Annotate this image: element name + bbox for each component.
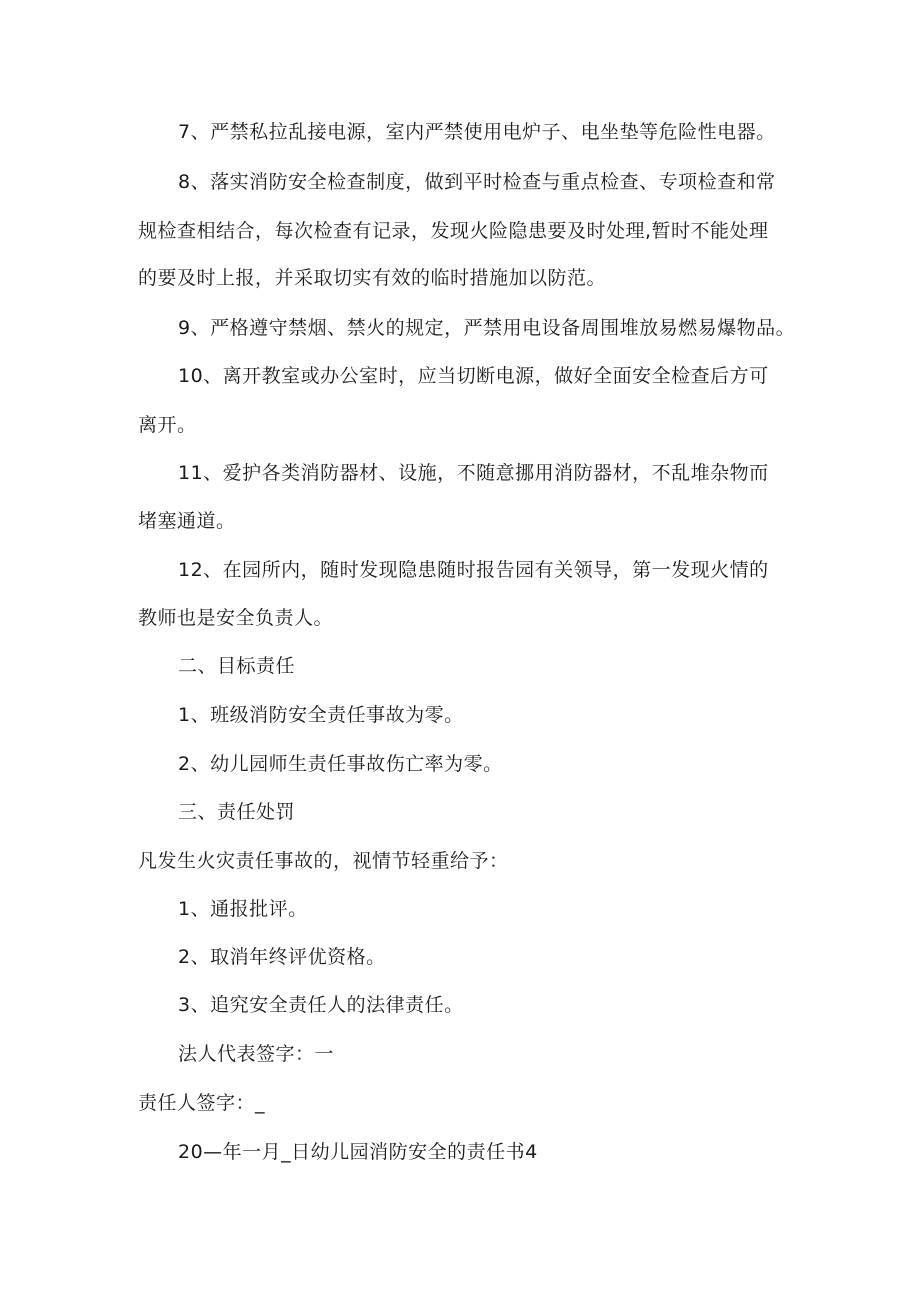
rule-8-text-line-1: 8、落实消防安全检查制度，做到平时检查与重点检查、专项检查和常 [178, 171, 776, 193]
target-item-1: 1、班级消防安全责任事故为零。 [178, 704, 464, 726]
legal-representative-signature: 法人代表签字：一 [178, 1043, 335, 1065]
penalty-item-3: 3、追究安全责任人的法律责任。 [178, 994, 464, 1016]
rule-8-text-line-3: 的要及时上报，并采取切实有效的临时措施加以防范。 [138, 267, 607, 289]
target-item-2: 2、幼儿园师生责任事故伤亡率为零。 [178, 753, 503, 775]
rule-11-text-line-1: 11、爱护各类消防器材、设施，不随意挪用消防器材，不乱堆杂物而 [178, 462, 769, 484]
penalty-item-1: 1、通报批评。 [178, 898, 308, 920]
rule-12-text-line-1: 12、在园所内，随时发现隐患随时报告园有关领导，第一发现火情的 [178, 559, 769, 581]
responsible-person-signature: 责任人签字：_ [138, 1092, 266, 1114]
penalty-intro: 凡发生火灾责任事故的，视情节轻重给予： [138, 850, 509, 872]
rule-7-text: 7、严禁私拉乱接电源，室内严禁使用电炉子、电坐垫等危险性电器。 [178, 121, 776, 143]
rule-10-text-line-1: 10、离开教室或办公室时，应当切断电源，做好全面安全检查后方可 [178, 365, 769, 387]
date-and-next-title: 20—年一月_日幼儿园消防安全的责任书4 [178, 1141, 538, 1163]
rule-10-text-line-2: 离开。 [138, 414, 197, 436]
penalty-item-2: 2、取消年终评优资格。 [178, 946, 386, 968]
rule-8-text-line-2: 规检查相结合，每次检查有记录，发现火险隐患要及时处理,暂时不能处理 [138, 220, 769, 242]
rule-11-text-line-2: 堵塞通道。 [138, 510, 236, 532]
rule-12-text-line-2: 教师也是安全负责人。 [138, 607, 334, 629]
rule-9-text: 9、严格遵守禁烟、禁火的规定，严禁用电设备周围堆放易燃易爆物品。 [178, 317, 796, 339]
section-heading-penalties: 三、责任处罚 [178, 801, 296, 823]
section-heading-target-responsibility: 二、目标责任 [178, 655, 296, 677]
